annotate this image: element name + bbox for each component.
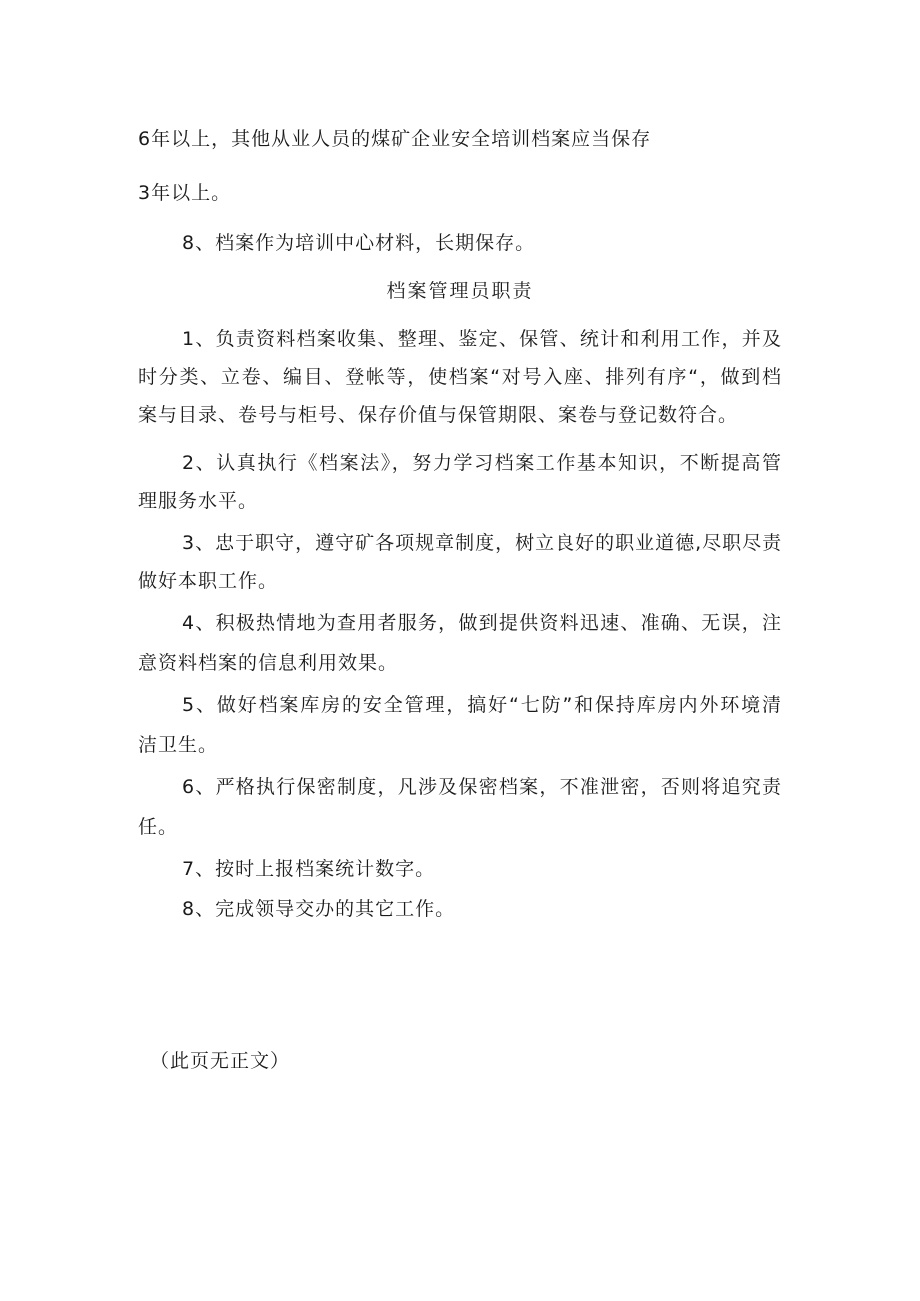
duty-8: 8、完成领导交办的其它工作。 <box>182 898 456 920</box>
intro-item-8: 8、档案作为培训中心材料，长期保存。 <box>182 232 536 254</box>
footer-note: （此页无正文） <box>150 1050 291 1072</box>
duty-3-line-2: 做好本职工作。 <box>138 570 279 592</box>
duty-1-line-3: 案与目录、卷号与柜号、保存价值与保管期限、案卷与登记数符合。 <box>138 404 739 426</box>
duty-2-line-1: 2、认真执行《档案法》，努力学习档案工作基本知识，不断提高管 <box>182 452 782 474</box>
duty-7: 7、按时上报档案统计数字。 <box>182 858 436 880</box>
duty-5-line-2: 洁卫生。 <box>138 734 219 756</box>
intro-line-2: 3年以上。 <box>138 182 232 204</box>
section-title: 档案管理员职责 <box>386 280 534 302</box>
duty-5-line-1: 5、做好档案库房的安全管理，搞好“七防”和保持库房内外环境清 <box>182 694 782 716</box>
duty-6-line-2: 任。 <box>138 816 179 838</box>
duty-1-line-2: 时分类、立卷、编目、登帐等，使档案“对号入座、排列有序“，做到档 <box>138 366 782 388</box>
intro-line-1: 6年以上，其他从业人员的煤矿企业安全培训档案应当保存 <box>138 128 652 150</box>
duty-3-line-1: 3、忠于职守，遵守矿各项规章制度，树立良好的职业道德,尽职尽责 <box>182 532 783 554</box>
duty-1-line-1: 1、负责资料档案收集、整理、鉴定、保管、统计和利用工作，并及 <box>182 328 782 350</box>
duty-4-line-2: 意资料档案的信息利用效果。 <box>138 652 399 674</box>
duty-4-line-1: 4、积极热情地为查用者服务，做到提供资料迅速、准确、无误，注 <box>182 612 782 634</box>
duty-6-line-1: 6、严格执行保密制度，凡涉及保密档案，不准泄密，否则将追究责 <box>182 776 782 798</box>
duty-2-line-2: 理服务水平。 <box>138 490 259 512</box>
